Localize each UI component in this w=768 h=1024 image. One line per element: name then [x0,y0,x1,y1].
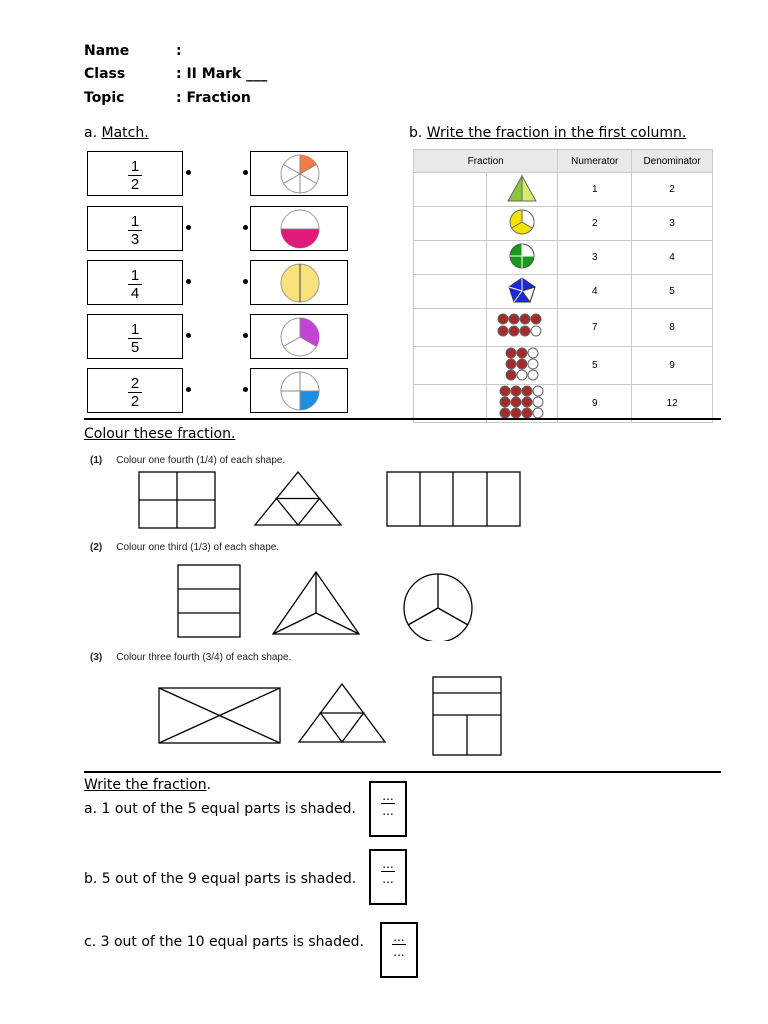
denominator-cell: 2 [632,173,713,207]
answer-cell[interactable] [414,309,487,347]
match-fraction-box [87,151,183,196]
fraction-numerator: 1 [130,158,140,175]
colour-task-3 [90,652,291,663]
answer-numerator: ... [393,930,405,944]
class-value: : II Mark ___ [176,66,268,82]
table-row [414,347,713,385]
numerator-cell: 4 [558,275,632,309]
answer-box[interactable] [369,849,407,905]
table-header-numerator: Numerator [558,150,632,173]
dots-7-of-8-red [492,311,552,341]
pentagon-four-fifths-blue [502,275,542,305]
match-dot-right[interactable] [243,333,248,338]
match-dot-left[interactable] [186,225,191,230]
answer-cell[interactable] [414,385,487,423]
table-header-denominator: Denominator [632,150,713,173]
table-header-fraction: Fraction [414,150,558,173]
match-shape-box [250,314,348,359]
denominator-cell: 12 [632,385,713,423]
match-dot-right[interactable] [243,387,248,392]
task-text: Colour three fourth (3/4) of each shape. [116,652,292,663]
fraction-denominator: 2 [130,393,140,410]
fraction-numerator: 1 [130,267,140,284]
answer-cell[interactable] [414,173,487,207]
topic-value: : Fraction [176,90,251,106]
match-dot-right[interactable] [243,170,248,175]
colour-row-3 [156,674,506,759]
colour-task-2 [90,542,279,553]
match-dot-left[interactable] [186,387,191,392]
table-title: Write the fraction in the first column. [426,125,687,141]
circle-half-magenta [251,207,349,252]
table-prefix: b. [409,125,423,141]
match-shape-box [250,206,348,251]
answer-denominator: ... [382,804,394,818]
numerator-cell: 2 [558,207,632,241]
denominator-cell: 5 [632,275,713,309]
match-heading [84,125,149,141]
colour-row-1 [138,470,523,530]
answer-denominator: ... [382,872,394,886]
match-fraction-box [87,260,183,305]
numerator-cell: 3 [558,241,632,275]
fraction-numerator: 1 [130,321,140,338]
topic-label: Topic [84,90,125,106]
triangle-one-half-green [502,173,542,203]
denominator-cell: 9 [632,347,713,385]
match-fraction-box [87,314,183,359]
answer-cell[interactable] [414,275,487,309]
match-dot-right[interactable] [243,225,248,230]
answer-numerator: ... [382,789,394,803]
circle-two-thirds-yellow [502,207,542,237]
denominator-cell: 8 [632,309,713,347]
fraction-denominator: 3 [130,231,140,248]
match-fraction-box [87,368,183,413]
answer-cell[interactable] [414,347,487,385]
numerator-cell: 1 [558,173,632,207]
numerator-cell: 9 [558,385,632,423]
colour-row-2 [176,563,496,641]
write-item-c: c. 3 out of the 10 equal parts is shaded. [84,934,364,950]
dots-9-of-12-red [492,385,552,419]
task-number: (3) [90,652,103,663]
task-number: (1) [90,455,103,466]
circle-three-fourths-green [502,241,542,271]
circle-whole-yellow [251,261,349,306]
name-label: Name [84,43,130,59]
section-divider [84,418,721,420]
class-label: Class [84,66,126,82]
write-item-b: b. 5 out of the 9 equal parts is shaded. [84,871,357,887]
fraction-numerator: 2 [130,375,140,392]
table-row [414,275,713,309]
dots-5-of-9-red [492,347,552,381]
name-colon: : [176,43,182,59]
circle-one-third-purple [251,315,349,360]
table-row [414,207,713,241]
write-item-a: a. 1 out of the 5 equal parts is shaded. [84,801,356,817]
denominator-cell: 4 [632,241,713,275]
table-row [414,241,713,275]
table-row [414,173,713,207]
match-prefix: a. [84,125,98,141]
numerator-cell: 5 [558,347,632,385]
match-dot-left[interactable] [186,279,191,284]
colour-task-1 [90,455,285,466]
rect-three-strips[interactable] [178,565,240,637]
colour-title: Colour these fraction. [84,426,236,442]
match-dot-left[interactable] [186,333,191,338]
answer-box[interactable] [380,922,418,978]
answer-cell[interactable] [414,241,487,275]
fraction-denominator: 5 [130,339,140,356]
fraction-table [413,149,713,423]
numerator-cell: 7 [558,309,632,347]
fraction-denominator: 4 [130,285,140,302]
write-heading [84,777,211,793]
answer-numerator: ... [382,857,394,871]
section-divider [84,771,721,773]
table-row [414,309,713,347]
task-text: Colour one fourth (1/4) of each shape. [116,455,286,466]
answer-denominator: ... [393,945,405,959]
task-number: (2) [90,542,103,553]
match-dot-right[interactable] [243,279,248,284]
match-fraction-box [87,206,183,251]
write-title-suffix: . [206,777,212,793]
table-heading [409,125,686,141]
denominator-cell: 3 [632,207,713,241]
task-text: Colour one third (1/3) of each shape. [116,542,280,553]
circle-one-sixth-orange [251,152,349,197]
answer-cell[interactable] [414,207,487,241]
match-shape-box [250,260,348,305]
circle-one-fourth-blue [251,369,349,414]
answer-box[interactable] [369,781,407,837]
match-shape-box [250,151,348,196]
fraction-denominator: 2 [130,176,140,193]
match-title: Match. [101,125,149,141]
match-shape-box [250,368,348,413]
table-row [414,385,713,423]
match-dot-left[interactable] [186,170,191,175]
fraction-numerator: 1 [130,213,140,230]
write-title: Write the fraction [84,777,207,793]
